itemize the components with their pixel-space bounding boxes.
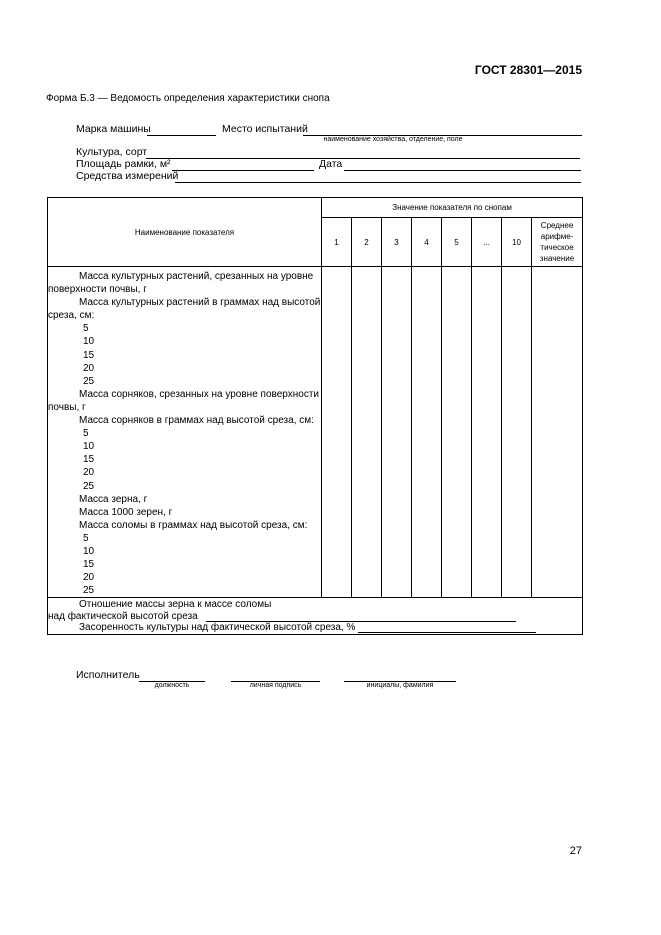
weed-input-line[interactable] — [358, 632, 536, 633]
value-cell[interactable] — [502, 267, 532, 598]
height-row: 5 — [83, 323, 89, 335]
height-row: 10 — [83, 441, 95, 453]
height-row: 25 — [83, 585, 95, 597]
table-footer — [48, 598, 583, 635]
height-row: 10 — [83, 545, 95, 557]
height-row: 15 — [83, 454, 95, 466]
ratio-line1: Отношение массы зерна к массе соломы — [79, 599, 272, 611]
col-values-header: Значение показателя по снопам — [322, 198, 583, 218]
machine-line[interactable] — [147, 135, 216, 136]
height-row: 20 — [83, 467, 95, 479]
name-caption: инициалы, фамилия — [366, 682, 434, 689]
value-cell[interactable] — [382, 267, 412, 598]
indicator-row: Масса культурных растений, срезанных на уровне поверхности почвы, г — [48, 271, 314, 296]
value-cell[interactable] — [322, 267, 352, 598]
sheaf-col-2: 2 — [352, 218, 382, 267]
position-caption: должность — [154, 682, 190, 689]
crop-label: Культура, сорт — [76, 146, 148, 158]
area-label: Площадь рамки, м² — [76, 158, 171, 170]
sheaf-col-4: 4 — [412, 218, 442, 267]
date-line[interactable] — [344, 170, 581, 171]
value-cell[interactable] — [412, 267, 442, 598]
form-title: Форма Б.3 — Ведомость определения характеристики снопа — [46, 93, 330, 104]
characteristics-table — [47, 197, 583, 635]
indicator-list — [48, 267, 321, 597]
sheaf-col-1: 1 — [322, 218, 352, 267]
indicator-row: Масса сорняков, срезанных на уровне поверхности почвы, г — [48, 388, 319, 413]
machine-label: Марка машины — [76, 123, 151, 135]
date-label: Дата — [319, 158, 343, 170]
sheaf-col-10: 10 — [502, 218, 532, 267]
height-row: 15 — [83, 349, 95, 361]
col-name-header: Наименование показателя — [48, 198, 322, 267]
indicator-row: Масса 1000 зерен, г — [79, 506, 173, 518]
tools-line[interactable] — [175, 182, 581, 183]
tools-label: Средства измерений — [76, 170, 179, 182]
avg-header: Среднее арифме-тическое значение — [532, 218, 583, 267]
height-row: 20 — [83, 362, 95, 374]
height-row: 5 — [83, 428, 89, 440]
indicator-row: Масса сорняков в граммах над высотой среза, см: — [79, 415, 314, 427]
sheaf-col-3: 3 — [382, 218, 412, 267]
height-row: 20 — [83, 572, 95, 584]
value-cell[interactable] — [442, 267, 472, 598]
weed-row — [48, 622, 582, 634]
height-row: 15 — [83, 559, 95, 571]
crop-line[interactable] — [146, 158, 580, 159]
standard-code: ГОСТ 28301—2015 — [474, 63, 582, 77]
area-line[interactable] — [172, 170, 314, 171]
height-row: 25 — [83, 480, 95, 492]
indicator-row: Масса соломы в граммах над высотой среза, см: — [79, 519, 308, 531]
value-cell[interactable] — [472, 267, 502, 598]
site-caption: наименование хозяйства, отделение, поле — [323, 136, 463, 143]
indicator-row: Масса культурных растений в граммах над высотой среза, см: — [48, 297, 321, 322]
avg-value-cell[interactable] — [532, 267, 583, 598]
weed-label: Засоренность культуры над фактической высотой среза, % — [79, 622, 356, 634]
ratio-line2-row — [48, 611, 582, 623]
site-label: Место испытаний — [222, 123, 308, 135]
page-number: 27 — [569, 845, 582, 857]
indicator-list-cell — [48, 267, 322, 598]
sheaf-col-ellipsis: ... — [472, 218, 502, 267]
indicator-row: Масса зерна, г — [79, 493, 148, 505]
signature-caption: личная подпись — [249, 682, 302, 689]
ratio-line2: над фактической высотой среза — [48, 610, 198, 622]
sheaf-col-5: 5 — [442, 218, 472, 267]
executor-label: Исполнитель — [76, 669, 140, 681]
height-row: 10 — [83, 336, 95, 348]
value-cell[interactable] — [352, 267, 382, 598]
height-row: 5 — [83, 532, 89, 544]
height-row: 25 — [83, 375, 95, 387]
